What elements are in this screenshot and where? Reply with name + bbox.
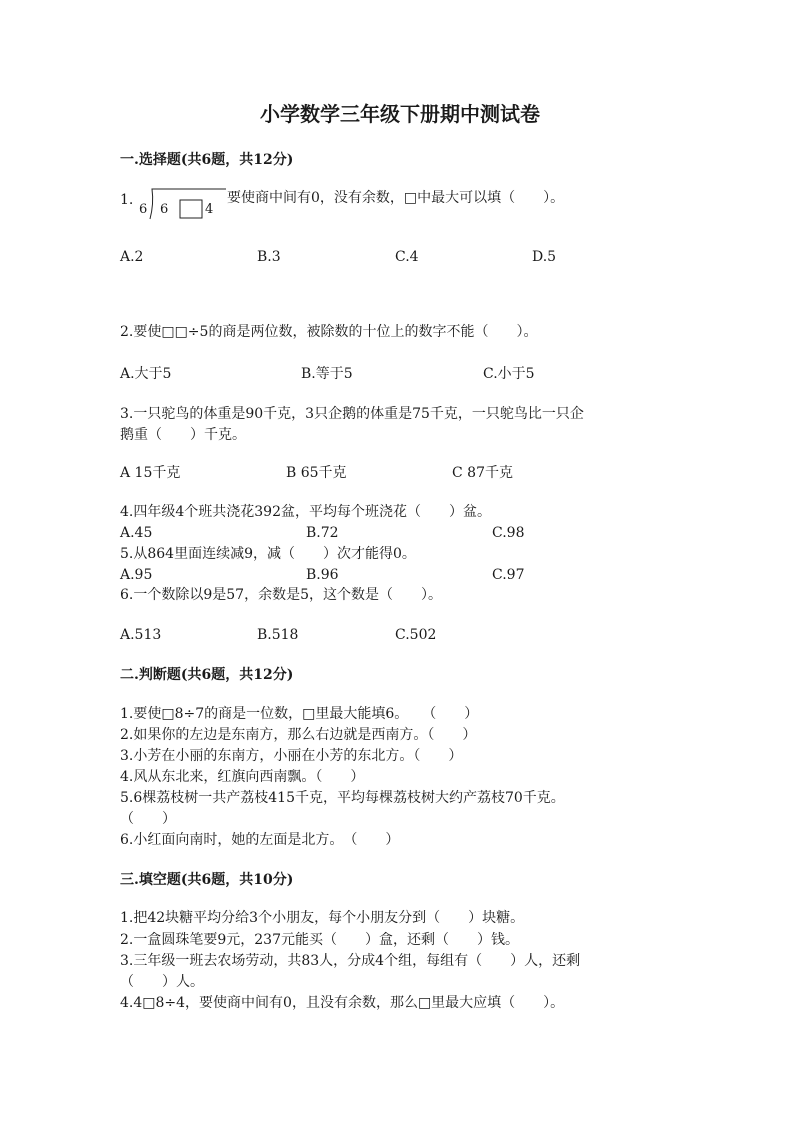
judge-item-2: 2.如果你的左边是东南方，那么右边就是西南方。（ ） xyxy=(120,727,477,743)
fill-item-3: 3.三年级一班去农场劳动，共83人，分成4个组，每组有（ ）人，还剩 xyxy=(120,953,581,969)
q5-option-a: A.95 xyxy=(120,567,153,583)
q3-text-line1: 3.一只驼鸟的体重是90千克，3只企鹅的体重是75千克，一只鸵鸟比一只企 xyxy=(120,406,584,422)
judge-item-4: 4.风从东北来，红旗向西南飘。（ ） xyxy=(120,769,365,785)
divisor: 6 xyxy=(139,202,148,217)
q6-option-a: A.513 xyxy=(120,627,162,643)
q4-option-c: C.98 xyxy=(492,525,525,541)
fill-item-1: 1.把42块糖平均分给3个小朋友，每个小朋友分到（ ）块糖。 xyxy=(120,910,525,926)
page-title: 小学数学三年级下册期中测试卷 xyxy=(260,102,540,126)
fill-item-2: 2.一盒圆珠笔要9元，237元能买（ ）盒，还剩（ ）钱。 xyxy=(120,932,519,948)
q3-option-b: B 65千克 xyxy=(286,465,347,481)
q4-option-a: A.45 xyxy=(120,525,153,541)
q3-option-a: A 15千克 xyxy=(120,465,181,481)
judge-item-6: 6.小红面向南时，她的左面是北方。 （ ） xyxy=(120,832,400,848)
q1-text: 要使商中间有0，没有余数，□中最大可以填（ ）。 xyxy=(227,190,565,206)
q2-option-b: B.等于5 xyxy=(301,366,353,382)
judge-item-3: 3.小芳在小丽的东南方，小丽在小芳的东北方。（ ） xyxy=(120,748,463,764)
q1-option-c: C.4 xyxy=(395,249,419,265)
judge-item-5-bracket: （ ） xyxy=(120,811,176,827)
section-heading-fill: 三.填空题(共6题，共10分) xyxy=(120,872,294,888)
q2-option-c: C.小于5 xyxy=(483,366,535,382)
q6-text: 6.一个数除以9是57，余数是5，这个数是（ ）。 xyxy=(120,587,442,603)
q1-option-d: D.5 xyxy=(532,249,557,265)
q5-text: 5.从864里面连续减9，减（ ）次才能得0。 xyxy=(120,546,416,562)
long-division-figure xyxy=(134,186,226,222)
section-heading-judge: 二.判断题(共6题，共12分) xyxy=(120,667,294,683)
fill-item-3-cont: （ ）人。 xyxy=(120,974,204,990)
q3-option-c: C 87千克 xyxy=(452,465,513,481)
q1-option-a: A.2 xyxy=(120,249,144,265)
q2-text: 2.要使□□÷5的商是两位数，被除数的十位上的数字不能（ ）。 xyxy=(120,324,538,340)
q3-text-line2: 鹅重（ ）千克。 xyxy=(120,427,246,443)
dividend-right-digit: 4 xyxy=(205,202,214,217)
section-heading-choice: 一.选择题(共6题，共12分) xyxy=(120,152,294,168)
q1-number: 1. xyxy=(120,192,134,208)
dividend-left-digit: 6 xyxy=(160,202,169,217)
q5-option-b: B.96 xyxy=(306,567,339,583)
fill-item-4: 4.4□8÷4，要使商中间有0，且没有余数，那么□里最大应填（ ）。 xyxy=(120,995,565,1011)
q4-option-b: B.72 xyxy=(306,525,339,541)
judge-item-5: 5.6棵荔枝树一共产荔枝415千克，平均每棵荔枝树大约产荔枝70千克。 xyxy=(120,790,565,806)
judge-item-1: 1.要使□8÷7的商是一位数，□里最大能填6。 （ ） xyxy=(120,706,479,722)
q4-text: 4.四年级4个班共浇花392盆，平均每个班浇花（ ）盆。 xyxy=(120,504,491,520)
q5-option-c: C.97 xyxy=(492,567,525,583)
q6-option-c: C.502 xyxy=(395,627,437,643)
q1-option-b: B.3 xyxy=(257,249,281,265)
q6-option-b: B.518 xyxy=(257,627,299,643)
q2-option-a: A.大于5 xyxy=(120,366,172,382)
